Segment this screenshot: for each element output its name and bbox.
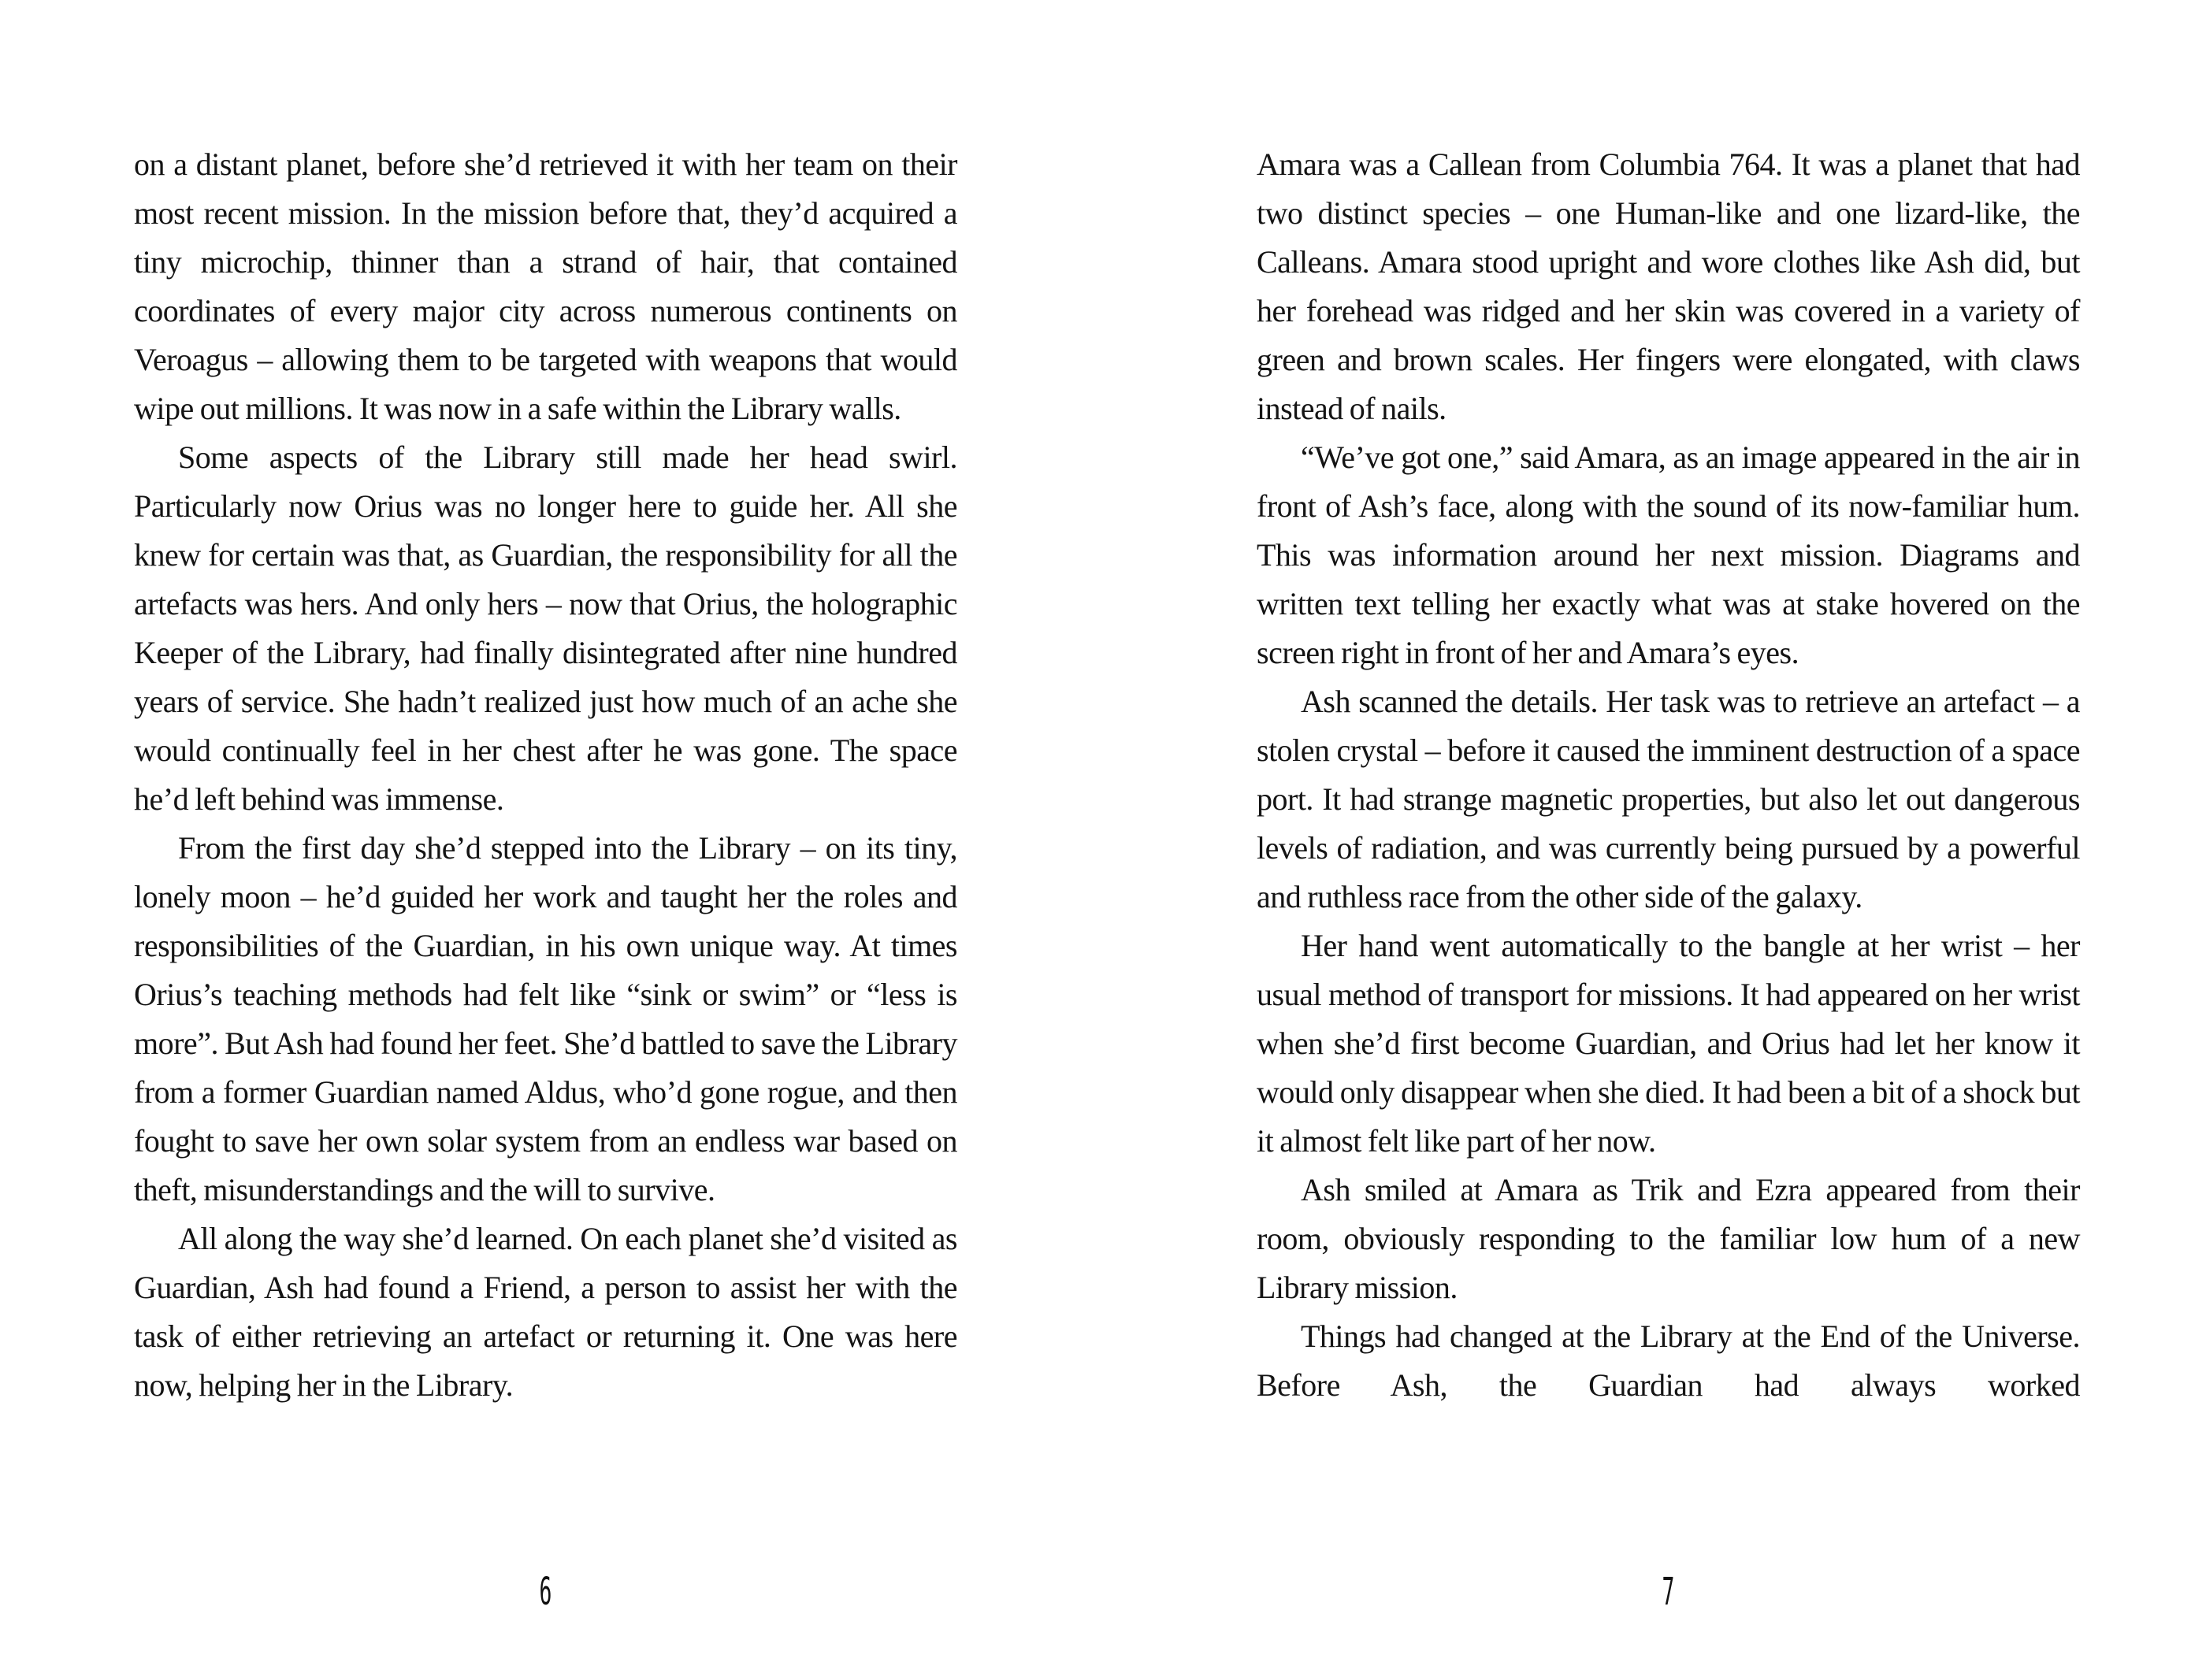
paragraph: Things had changed at the Library at the End of the Universe. Before Ash, the Guardian had always worked xyxy=(1257,1318,2080,1403)
left-page-number-value: 6 xyxy=(539,1570,552,1614)
left-page-number xyxy=(134,1570,957,1614)
paragraph: Ash scanned the details. Her task was to retrieve an artefact – a stolen crystal – before it caused the imminent destruction of a space port. It had strange magnetic properties, but also let out dangerous levels of radiation, and was currently being pursued by a powerful and ruthless race from the other side of the galaxy. xyxy=(1257,684,2080,914)
paragraph: Her hand went automatically to the bangle at her wrist – her usual method of transport for missions. It had appeared on her wrist when she’d first become Guardian, and Orius had let her know it would only disappear when she died. It had been a bit of a shock but it almost felt like part of her now. xyxy=(1257,928,2080,1159)
right-page-number-value: 7 xyxy=(1662,1570,1675,1614)
paragraph: Ash smiled at Amara as Trik and Ezra appeared from their room, obviously responding to the familiar low hum of a new Library mission. xyxy=(1257,1172,2080,1305)
left-page-text xyxy=(134,140,957,1410)
paragraph: From the first day she’d stepped into the Library – on its tiny, lonely moon – he’d guided her work and taught her the roles and responsibilities of the Guardian, in his own unique way. At times Orius’s teaching methods had felt like “sink or swim” or “less is more”. But Ash had found her feet. She’d battled to save the Library from a former Guardian named Aldus, who’d gone rogue, and then fought to save her own solar system from an endless war based on theft, misunderstandings and the will to survive. xyxy=(134,830,957,1207)
right-page-number xyxy=(1257,1570,2080,1614)
right-page-text xyxy=(1257,140,2080,1410)
paragraph: “We’ve got one,” said Amara, as an image appeared in the air in front of Ash’s face, along with the sound of its now-familiar hum. This was information around her next mission. Diagrams and written text telling her exactly what was at stake hovered on the screen right in front of her and Amara’s eyes. xyxy=(1257,439,2080,670)
paragraph: on a distant planet, before she’d retrieved it with her team on their most recent mission. In the mission before that, they’d acquired a tiny microchip, thinner than a strand of hair, that contained coordinates of every major city across numerous continents on Veroagus – allowing them to be targeted with weapons that would wipe out millions. It was now in a safe within the Library walls. xyxy=(134,146,957,426)
paragraph: All along the way she’d learned. On each planet she’d visited as Guardian, Ash had found a Friend, a person to assist her with the task of either retrieving an artefact or returning it. One was here now, helping her in the Library. xyxy=(134,1221,957,1403)
paragraph: Amara was a Callean from Columbia 764. It was a planet that had two distinct species – one Human-like and one lizard-like, the Calleans. Amara stood upright and wore clothes like Ash did, but her forehead was ridged and her skin was covered in a variety of green and brown scales. Her fingers were elongated, with claws instead of nails. xyxy=(1257,146,2080,426)
paragraph: Some aspects of the Library still made her head swirl. Particularly now Orius was no longer here to guide her. All she knew for certain was that, as Guardian, the responsibility for all the artefacts was hers. And only hers – now that Orius, the holographic Keeper of the Library, had finally disintegrated after nine hundred years of service. She hadn’t realized just how much of an ache she would continually feel in her chest after he was gone. The space he’d left behind was immense. xyxy=(134,439,957,817)
